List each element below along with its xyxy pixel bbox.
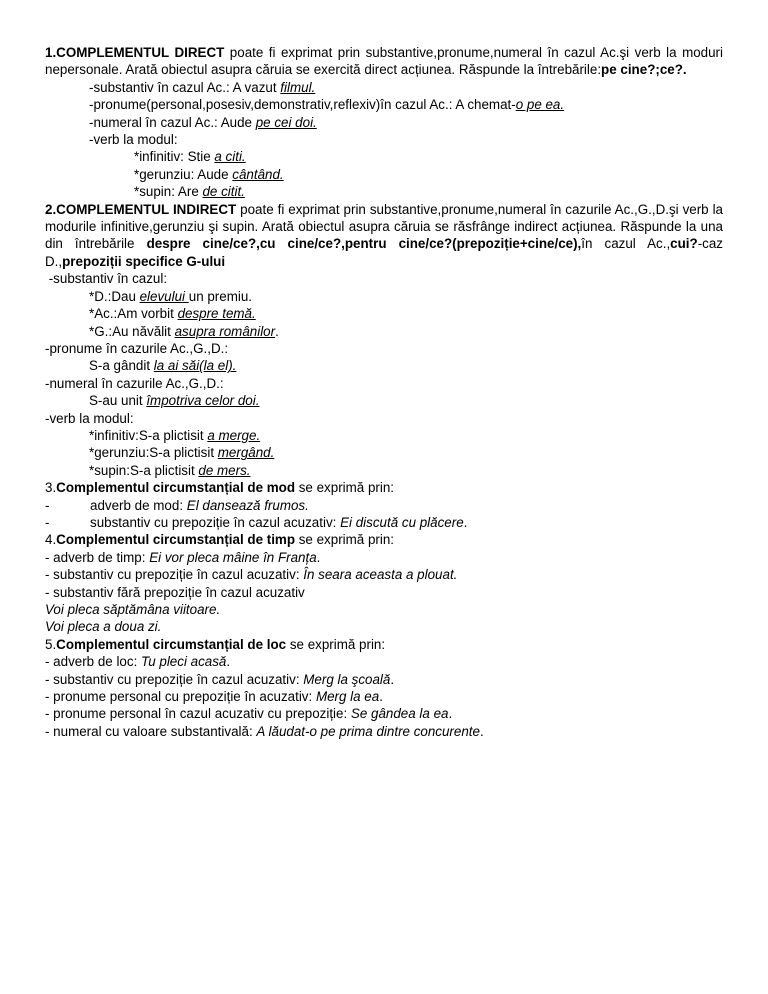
list-item: - substantiv fără prepoziție în cazul acuzativ [45,584,305,600]
list-item: -numeral în cazul Ac.: Aude pe cei doi. [89,114,317,130]
section-number: 5. [45,636,57,652]
list-item: -verb la modul: [89,132,178,148]
section-title: Complementul circumstanțial de timp [56,532,296,548]
section-intro: poate fi exprimat prin substantive,pronume,numeral în cazul Ac.şi verb la moduri nepersonale. Arată obiectul asupra căruia se exercită direct acțiunea. Răspunde la întrebările: [45,45,723,78]
list-item: -pronume(personal,posesiv,demonstrativ,reflexiv)în cazul Ac.: A chemat-o pe ea. [89,97,565,113]
example-text: Merg la ea [315,689,380,705]
sub-list-item: *Ac.:Am vorbit despre temă. [89,306,256,322]
list-item: - substantiv cu prepoziție în cazul acuzativ: Merg la şcoală. [45,671,395,687]
section-title: Complementul circumstanțial de mod [56,480,296,496]
example-text: Tu pleci acasă [141,654,227,670]
indirect-object-paragraph: 2.COMPLEMENTUL INDIRECT poate fi exprimat prin substantive,pronume,numeral în cazurile Ac.,G.,D.şi verb la modurile infinitive,gerunziu şi supin. Arată obiectul asupra căruia se răsfrânge indirect acțiunea. Răspunde la una din întrebările despre cine/ce?,cu cine/ce?,pentru cine/ce?(prepoziție+cine/ce),în cazul Ac.,cui?-caz D.,prepoziții specifice G-ului [45,201,724,269]
list-item: - pronume personal în cazul acuzativ cu prepoziție: Se gândea la ea. [45,706,453,722]
list-item: - numeral cu valoare substantivală: A lăudat-o pe prima dintre concurente. [45,723,484,739]
section-number: 1. [45,45,57,60]
section-number: 2. [45,201,57,217]
sub-list-item: *D.:Dau elevului un premiu. [89,288,253,304]
example-text: Merg la şcoală [303,671,391,687]
list-header: -numeral în cazurile Ac.,G.,D.: [45,375,224,391]
list-item: - substantiv cu prepoziție în cazul acuzativ: Ei discută cu plăcere. [45,514,468,530]
mod-heading: 3.Complementul circumstanțial de mod se exprimă prin: [45,480,394,496]
example-text: de citit. [202,184,245,200]
list-item: - pronume personal cu prepoziție în acuzativ: Merg la ea. [45,689,383,705]
timp-heading: 4.Complementul circumstanțial de timp se exprimă prin: [45,532,394,548]
example-text: El dansează frumos. [186,497,309,513]
example-text: a merge. [207,427,261,443]
example-text: Ei discută cu plăcere [340,514,464,530]
sub-list-item: *gerunziu: Aude cântând. [134,166,284,182]
example-text: de mers. [198,462,251,478]
document-page [45,44,723,740]
list-item: - adverb de mod: El dansează frumos. [45,497,309,513]
example-text: împotriva celor doi. [146,393,260,409]
list-item: - adverb de timp: Ei vor pleca mâine în Franța. [45,549,321,565]
list-header: -substantiv în cazul: [45,271,168,287]
section-title: Complementul circumstanțial de loc [56,636,287,652]
list-item: - adverb de loc: Tu pleci acasă. [45,654,231,670]
example-text: pe cei doi. [255,114,317,130]
sub-list-item: *gerunziu:S-a plictisit mergând. [89,445,275,461]
example-text: filmul. [280,79,316,95]
example-text: la ai săi(la el). [153,358,237,374]
example-line: Voi pleca săptămâna viitoare. [45,602,221,617]
sub-list-item: *infinitiv:S-a plictisit a merge. [89,427,261,443]
sub-list-item: *infinitiv: Stie a citi. [134,149,246,165]
example-text: În seara aceasta a plouat. [303,567,458,583]
example-text: Ei vor pleca mâine în Franța [149,549,317,565]
loc-heading: 5.Complementul circumstanțial de loc se exprimă prin: [45,636,386,652]
list-header: -pronume în cazurile Ac.,G.,D.: [45,340,229,356]
sub-list-item: S-a gândit la ai săi(la el). [89,358,237,374]
list-item: - substantiv cu prepoziție în cazul acuzativ: În seara aceasta a plouat. [45,567,458,583]
section-number: 4. [45,532,57,548]
example-text: a citi. [214,149,246,165]
section-questions: pe cine?;ce?. [601,62,687,78]
example-text: asupra românilor [174,323,276,339]
example-line: Voi pleca a doua zi. [45,619,162,635]
example-text: mergând. [217,445,275,461]
list-header: -verb la modul: [45,410,134,426]
sub-list-item: *G.:Au năvălit asupra românilor. [89,323,279,339]
section-title: COMPLEMENTUL INDIRECT [56,201,237,217]
direct-object-paragraph [45,44,723,79]
section-title: COMPLEMENTUL DIRECT [56,45,225,60]
sub-list-item: S-au unit împotriva celor doi. [89,393,260,409]
example-text: Se gândea la ea [350,706,449,722]
example-text: despre temă. [177,306,256,322]
example-text: A lăudat-o pe prima dintre concurente [256,723,480,739]
list-item: -substantiv în cazul Ac.: A vazut filmul. [89,79,316,95]
example-text: cântând. [232,166,284,182]
example-text: o pe ea. [515,97,565,113]
example-text: elevului [139,288,189,304]
section-number: 3. [45,480,57,496]
sub-list-item: *supin:S-a plictisit de mers. [89,462,251,478]
sub-list-item: *supin: Are de citit. [134,184,245,200]
